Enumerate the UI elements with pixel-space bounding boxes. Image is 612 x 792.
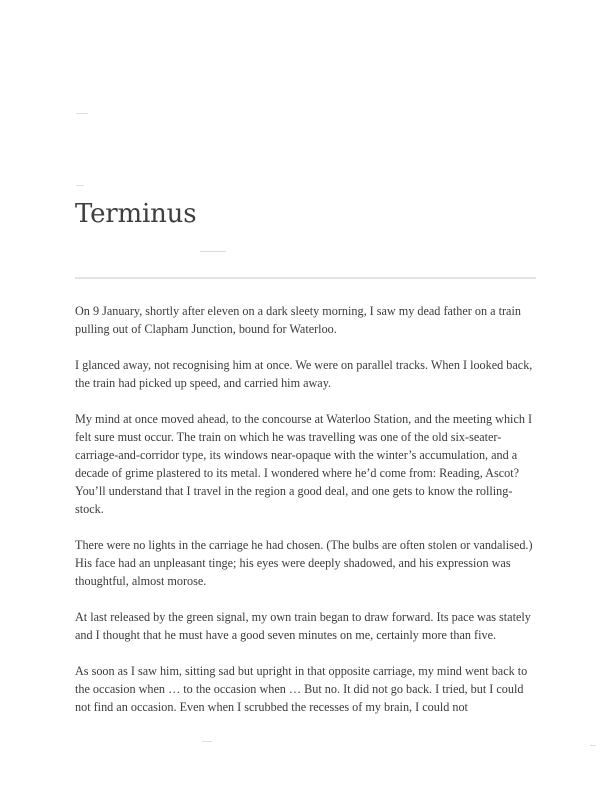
paragraph-4: There were no lights in the carriage he had chosen. (The bulbs are often stolen or vandalised.) His face had an unpleasant tinge; his eyes were deeply shadowed, and his expression was thoughtful, almost morose. [75, 538, 533, 588]
paragraph-1: On 9 January, shortly after eleven on a dark sleety morning, I saw my dead father on a train pulling out of Clapham Junction, bound for Waterloo. [75, 304, 521, 336]
paragraph-6: As soon as I saw him, sitting sad but upright in that opposite carriage, my mind went back to the occasion when … to the occasion when … But no. It did not go back. I tried, but I could not find an occasion. Even when I scrubbed the recesses of my brain, I could not [75, 664, 528, 714]
paragraph-2: I glanced away, not recognising him at once. We were on parallel tracks. When I looked back, the train had picked up speed, and carried him away. [75, 358, 533, 390]
story-title: Terminus [75, 199, 197, 229]
scan-speck [202, 741, 212, 742]
scan-speck [76, 113, 88, 114]
scan-speck [590, 745, 596, 746]
paragraph-3: My mind at once moved ahead, to the concourse at Waterloo Station, and the meeting which I felt sure must occur. The train on which he was travelling was one of the old six-seater-carriage-and-corridor type, its windows near-opaque with the winter’s accumulation, and a decade of grime plastered to its metal. I wondered where he’d come from: Reading, Ascot? You’ll understand that I travel in the region a good deal, and one gets to know the rolling-stock. [75, 412, 533, 516]
title-divider [75, 277, 536, 279]
scan-speck [76, 185, 84, 186]
story-body [75, 302, 537, 734]
paragraph-5: At last released by the green signal, my own train began to draw forward. Its pace was stately and I thought that he must have a good seven minutes on me, certainly more than five. [75, 610, 531, 642]
scan-speck [200, 251, 226, 252]
